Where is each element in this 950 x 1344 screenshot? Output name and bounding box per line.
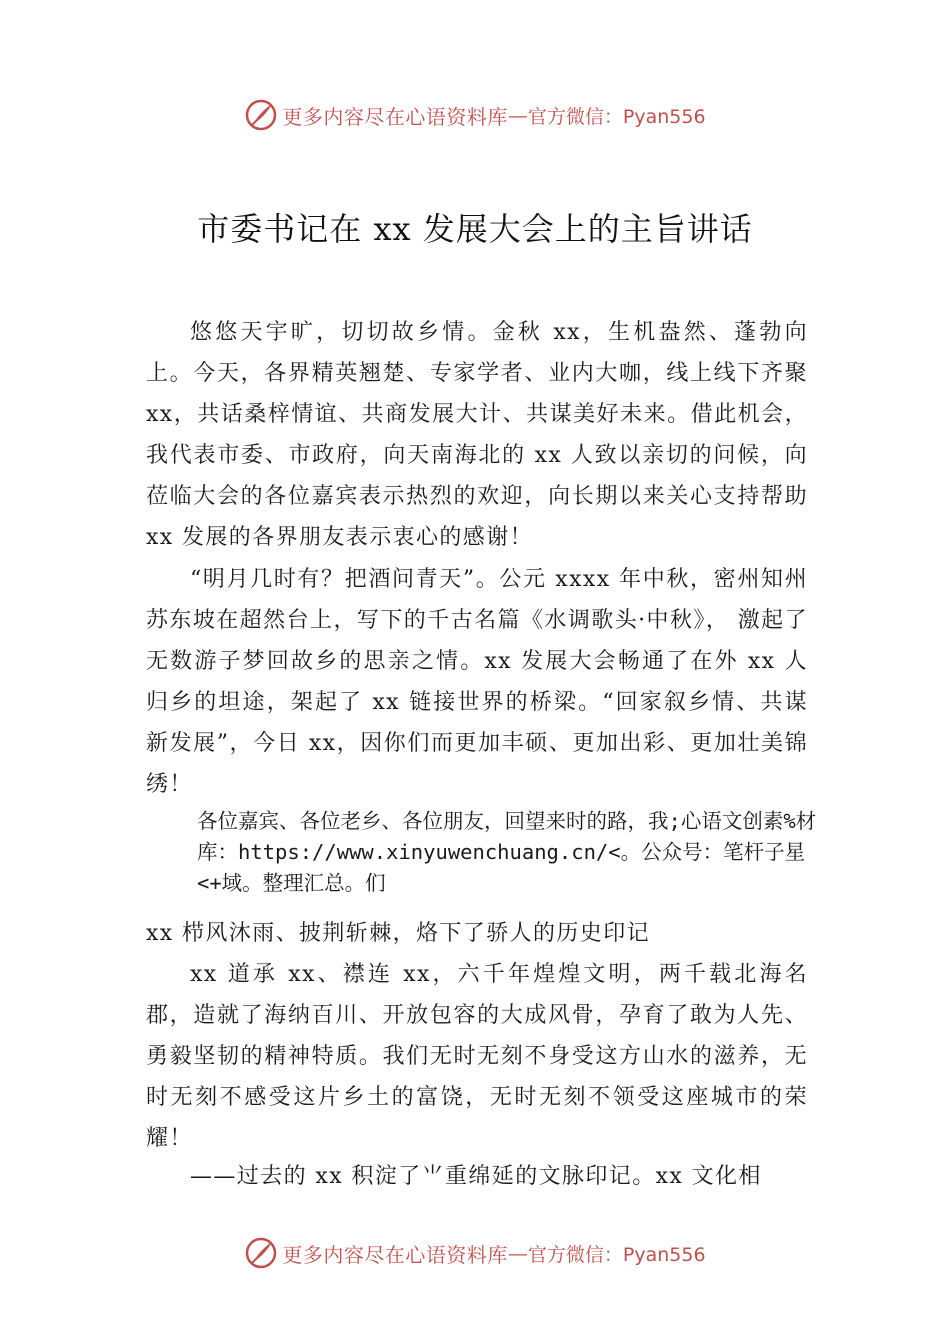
watermark-wechat: 官方微信：Pyan556 — [527, 105, 706, 128]
header-watermark — [0, 95, 950, 135]
footer-watermark — [0, 1233, 950, 1273]
document-title: 市委书记在 xx 发展大会上的主旨讲话 — [197, 210, 753, 248]
quill-logo-icon — [244, 1236, 278, 1270]
watermark-separator: — — [507, 1241, 528, 1265]
watermark-separator: — — [507, 103, 528, 127]
paragraph-opening: 悠悠天宇旷，切切故乡情。金秋 xx，生机盎然、蓬勃向上。今天，各界精英翘楚、专家学者、业内大咖，线上线下齐聚 xx，共话桑梓情谊、共商发展大计、共谋美好未来。借此机会，我代表市委、市政府，向天南海北的 xx 人致以亲切的问候，向莅临大会的各位嘉宾表示热烈的欢迎，向长期以来关心支持帮助 xx 发展的各界朋友表示衷心的感谢！ — [146, 320, 808, 550]
quill-logo-icon — [244, 98, 278, 132]
paragraph-heritage: xx 道承 xx、襟连 xx，六千年煌煌文明，两千载北海名郡，造就了海纳百川、开放包容的大成风骨，孕育了敢为人先、勇毅坚韧的精神特质。我们无时无刻不身受这方山水的滋养，无时无刻不感受这片乡土的富饶，无时无刻不领受这座城市的荣耀！ — [146, 962, 808, 1151]
watermark-brand: 更多内容尽在心语资料库 — [282, 1242, 508, 1267]
paragraph-past: ——过去的 xx 积淀了⺌重绵延的文脉印记。xx 文化相 — [190, 1164, 762, 1189]
watermark-wechat: 官方微信：Pyan556 — [527, 1243, 706, 1266]
paragraph-history-line: xx 栉风沐雨、披荆斩棘，烙下了骄人的历史印记 — [146, 921, 651, 946]
watermark-brand: 更多内容尽在心语资料库 — [282, 104, 508, 129]
paragraph-mid-autumn: “明月几时有？把酒问青天”。公元 xxxx 年中秋，密州知州苏东坡在超然台上，写下的千古名篇《水调歌头·中秋》， 激起了无数游子梦回故乡的思亲之情。xx 发展大会畅通了在外 xx 人归乡的坦途，架起了 xx 链接世界的桥梁。“回家叙乡情、共谋新发展”，今日 xx，因你们而更加丰硕、更加出彩、更加壮美锦绣！ — [146, 567, 808, 797]
paragraph-inserted-watermark: 各位嘉宾、各位老乡、各位朋友，回望来时的路，我;心语文创素%材库：https://www.xinyuwenchuang.cn/<。公众号：笔杆子星<+域。整理汇总。们 — [197, 809, 817, 895]
